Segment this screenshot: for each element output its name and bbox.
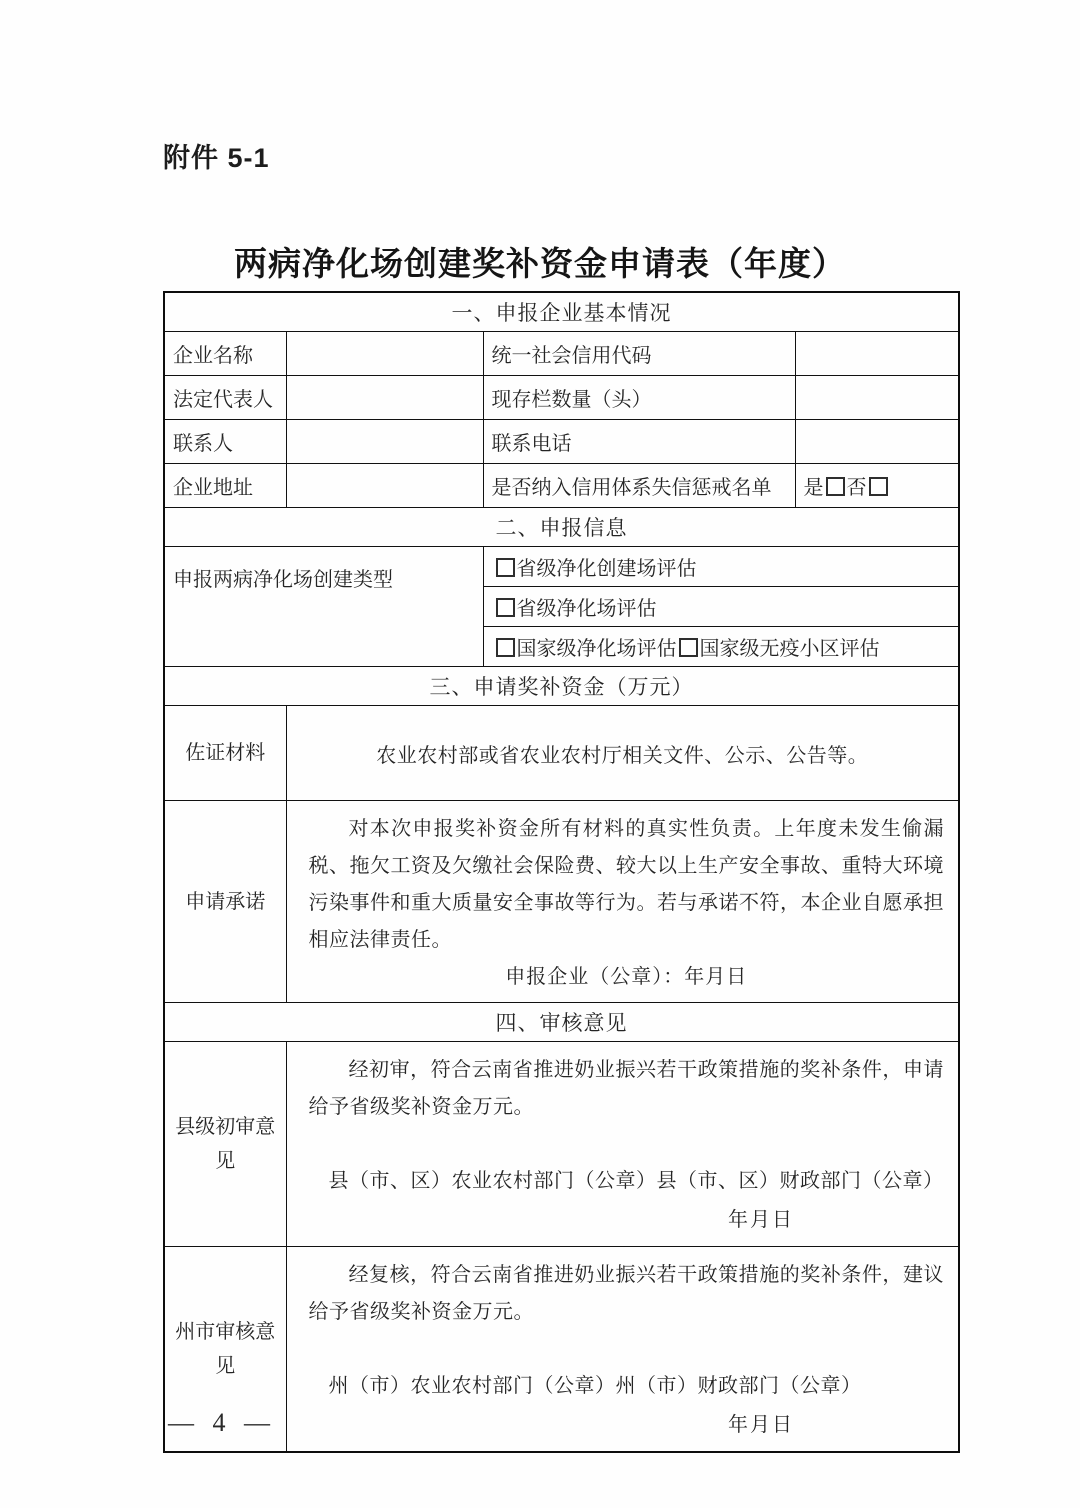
declaration-type-label: 申报两病净化场创建类型	[164, 547, 483, 667]
checkbox-yes[interactable]	[826, 477, 845, 496]
option-national-evaluations	[483, 627, 959, 667]
field-input-credit-code[interactable]	[795, 332, 959, 376]
county-review-body: 经初审，符合云南省推进奶业振兴若干政策措施的奖补条件，申请给予省级奖补资金万元。	[308, 1059, 944, 1118]
commitment-signature-line: 申报企业（公章）：年月日	[505, 966, 748, 988]
checkbox-provincial-purification-farm[interactable]	[496, 598, 515, 617]
credit-blacklist-choices	[795, 464, 959, 508]
section3-header-row	[164, 667, 959, 706]
option-label: 省级净化创建场评估	[516, 558, 697, 580]
option-label: 省级净化场评估	[516, 598, 657, 620]
field-input-legal-representative[interactable]	[286, 376, 483, 420]
field-input-contact-phone[interactable]	[795, 420, 959, 464]
table-row	[164, 1042, 959, 1247]
evidence-content: 农业农村部或省农业农村厅相关文件、公示、公告等。	[286, 706, 959, 801]
commitment-body: 对本次申报奖补资金所有材料的真实性负责。上年度未发生偷漏税、拖欠工资及欠缴社会保险费、较大以上生产安全事故、重特大环境污染事件和重大质量安全事故等行为。若与承诺不符，本企业自愿承担相应法律责任。	[308, 818, 944, 951]
field-input-company-name[interactable]	[286, 332, 483, 376]
field-label-credit-code: 统一社会信用代码	[483, 332, 795, 376]
checkbox-provincial-purification-creation-farm[interactable]	[496, 558, 515, 577]
field-label-credit-blacklist: 是否纳入信用体系失信惩戒名单	[483, 464, 795, 508]
table-row	[164, 376, 959, 420]
city-review-label: 州市审核意见	[164, 1247, 286, 1453]
table-row	[164, 706, 959, 801]
city-review-content	[286, 1247, 959, 1453]
section1-header-row	[164, 292, 959, 332]
field-label-contact-person: 联系人	[164, 420, 286, 464]
county-review-date-line: 年月日	[728, 1209, 794, 1231]
field-label-legal-representative: 法定代表人	[164, 376, 286, 420]
table-row	[164, 332, 959, 376]
option-provincial-purification-farm	[483, 587, 959, 627]
yes-label: 是	[803, 477, 824, 499]
commitment-content	[286, 801, 959, 1003]
checkbox-national-purification-farm[interactable]	[496, 638, 515, 657]
section2-header-row	[164, 508, 959, 547]
checkbox-no[interactable]	[869, 477, 888, 496]
field-label-company-address: 企业地址	[164, 464, 286, 508]
evidence-label: 佐证材料	[164, 706, 286, 801]
field-input-company-address[interactable]	[286, 464, 483, 508]
section2-header: 二、申报信息	[164, 508, 959, 547]
city-review-seal-line: 州（市）农业农村部门（公章）州（市）财政部门（公章）	[328, 1375, 862, 1397]
field-input-contact-person[interactable]	[286, 420, 483, 464]
table-row	[164, 547, 959, 587]
county-review-label: 县级初审意见	[164, 1042, 286, 1247]
attachment-label: 附件 5-1	[163, 143, 270, 173]
commitment-label: 申请承诺	[164, 801, 286, 1003]
option-label: 国家级无疫小区评估	[699, 638, 880, 660]
table-row	[164, 420, 959, 464]
section4-header: 四、审核意见	[164, 1003, 959, 1042]
field-label-company-name: 企业名称	[164, 332, 286, 376]
field-label-contact-phone: 联系电话	[483, 420, 795, 464]
page-number: — 4 —	[168, 1408, 276, 1437]
city-review-date-line: 年月日	[728, 1414, 794, 1436]
section1-header: 一、申报企业基本情况	[164, 292, 959, 332]
county-review-content	[286, 1042, 959, 1247]
page-title: 两病净化场创建奖补资金申请表（年度）	[234, 247, 846, 283]
option-provincial-purification-creation-farm	[483, 547, 959, 587]
checkbox-national-disease-free-zone[interactable]	[679, 638, 698, 657]
option-label: 国家级净化场评估	[516, 638, 677, 660]
field-label-herd-size: 现存栏数量（头）	[483, 376, 795, 420]
table-row	[164, 801, 959, 1003]
table-row	[164, 1247, 959, 1453]
field-input-herd-size[interactable]	[795, 376, 959, 420]
no-label: 否	[846, 477, 867, 499]
application-form-table	[163, 291, 960, 1453]
county-review-seal-line: 县（市、区）农业农村部门（公章）县（市、区）财政部门（公章）	[328, 1170, 944, 1192]
section4-header-row	[164, 1003, 959, 1042]
table-row	[164, 464, 959, 508]
city-review-body: 经复核，符合云南省推进奶业振兴若干政策措施的奖补条件，建议给予省级奖补资金万元。	[308, 1264, 944, 1323]
section3-header: 三、申请奖补资金（万元）	[164, 667, 959, 706]
